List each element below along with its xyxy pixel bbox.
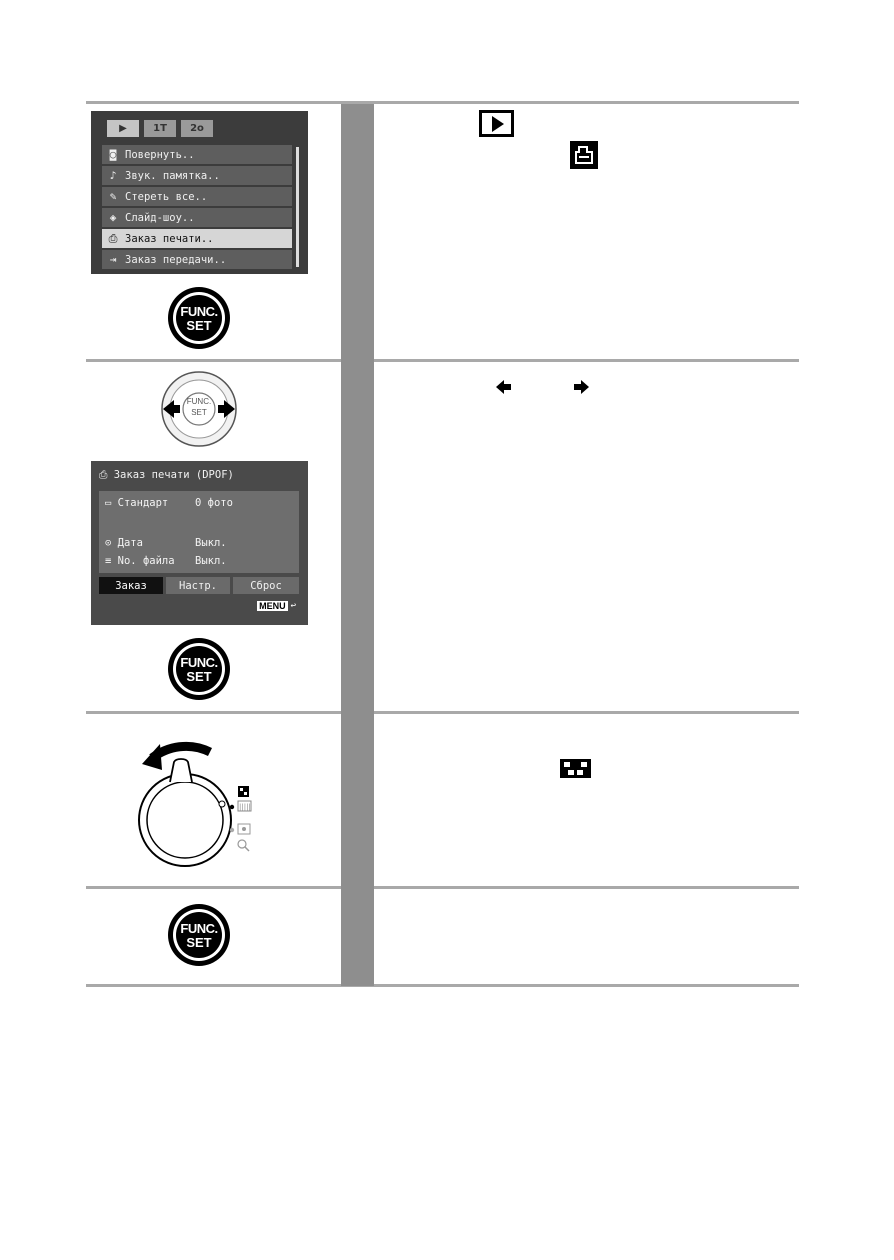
menu-item-label: Повернуть.. <box>125 148 195 161</box>
print-icon: ⎙ <box>108 231 118 245</box>
divider-top <box>86 101 799 104</box>
set-label: SET <box>186 934 212 950</box>
menu-item-label: Звук. памятка.. <box>125 169 220 182</box>
dial-func-label: FUNC. SET <box>186 397 212 417</box>
tab-print[interactable]: 1T <box>144 120 176 137</box>
row-date: ⊙ Дата Выкл. <box>105 537 227 549</box>
func-label: FUNC. <box>180 654 218 670</box>
clock-icon: ⊙ <box>105 537 118 549</box>
menu-item-label: Заказ печати.. <box>125 232 214 245</box>
set-label: SET <box>186 317 212 333</box>
row-standard: ▭ Стандарт 0 фото <box>105 497 233 509</box>
left-arrow-icon <box>496 378 512 398</box>
step-bar <box>341 104 374 986</box>
tab-order[interactable]: Заказ <box>99 577 163 594</box>
menu-scrollbar[interactable] <box>296 147 299 267</box>
menu-item-transfer-order[interactable] <box>102 250 292 269</box>
divider-2 <box>86 359 799 362</box>
menu-item-label: Слайд-шоу.. <box>125 211 195 224</box>
erase-icon: ✎ <box>109 190 117 203</box>
divider-bottom <box>86 984 799 987</box>
print-order-icon <box>570 141 598 169</box>
rotate-icon: ◙ <box>109 148 117 161</box>
file-no-value: Выкл. <box>195 555 227 567</box>
dpof-tabs <box>99 577 299 594</box>
microphone-icon: ♪ <box>109 169 117 182</box>
menu-item-slideshow[interactable] <box>102 208 292 227</box>
return-icon: ↩ <box>290 601 296 611</box>
menu-item-rotate[interactable] <box>102 145 292 164</box>
playback-mode-icon <box>479 110 514 137</box>
set-label: SET <box>186 668 212 684</box>
row-file-no: ≡ No. файла Выкл. <box>105 555 227 567</box>
date-value: Выкл. <box>195 537 227 549</box>
menu-item-sound-memo[interactable] <box>102 166 292 185</box>
divider-3 <box>86 711 799 714</box>
index-view-icon <box>560 759 591 782</box>
menu-button-label: MENU <box>259 601 286 611</box>
tab-setup[interactable]: 2o <box>181 120 213 137</box>
func-set-button-2[interactable] <box>168 638 230 700</box>
dpof-screen <box>91 461 308 625</box>
menu-item-erase-all[interactable] <box>102 187 292 206</box>
dpof-settings-panel <box>99 491 299 573</box>
tab-playback[interactable]: ▶ <box>107 120 139 137</box>
playback-menu-list <box>102 145 292 271</box>
tab-settings[interactable]: Настр. <box>166 577 230 594</box>
dpof-title: ⎙ Заказ печати (DPOF) <box>99 469 234 481</box>
right-arrow-icon <box>573 378 589 398</box>
func-label: FUNC. <box>180 920 218 936</box>
func-set-button-1[interactable] <box>168 287 230 349</box>
menu-tabs <box>107 120 213 137</box>
standard-value: 0 фото <box>195 497 233 509</box>
slideshow-icon: ◈ <box>109 211 117 224</box>
svg-text:|||||: ||||| <box>239 803 251 811</box>
menu-item-label: Стереть все.. <box>125 190 208 203</box>
zoom-lever[interactable] <box>130 740 280 870</box>
file-number-icon: ≡ <box>105 555 118 567</box>
print-icon: ⎙ <box>99 469 114 481</box>
tab-reset[interactable]: Сброс <box>233 577 299 594</box>
func-label: FUNC. <box>180 303 218 319</box>
menu-return-badge <box>257 601 296 611</box>
menu-item-print-order[interactable] <box>102 229 292 248</box>
transfer-icon: ⇥ <box>109 253 117 266</box>
func-set-button-3[interactable] <box>168 904 230 966</box>
standard-print-icon: ▭ <box>105 497 118 509</box>
divider-4 <box>86 886 799 889</box>
menu-item-label: Заказ передачи.. <box>125 253 227 266</box>
control-dial[interactable] <box>160 370 238 448</box>
playback-menu-screen <box>91 111 308 274</box>
